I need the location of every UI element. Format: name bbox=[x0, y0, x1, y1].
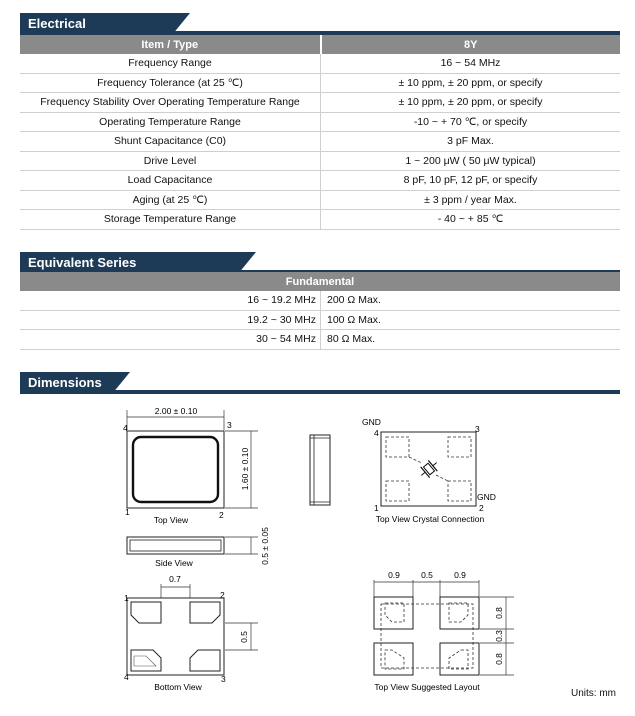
spec-value: ± 10 ppm, ± 20 ppm, or specify bbox=[321, 93, 621, 113]
spec-row bbox=[20, 210, 620, 230]
crystal-pin-1: 1 bbox=[374, 503, 379, 513]
suggested-layout-label: Top View Suggested Layout bbox=[374, 682, 480, 692]
electrical-title: Electrical bbox=[20, 13, 172, 35]
esr-row bbox=[20, 310, 620, 330]
spec-item: Drive Level bbox=[20, 151, 321, 171]
esr-table bbox=[20, 272, 620, 350]
spec-row bbox=[20, 190, 620, 210]
side-view-drawing bbox=[127, 527, 270, 568]
esr-row bbox=[20, 291, 620, 310]
dimensions-section-header bbox=[20, 372, 620, 394]
crystal-connection-label: Top View Crystal Connection bbox=[375, 514, 485, 524]
spec-row bbox=[20, 73, 620, 93]
bottom-view-pin-4: 4 bbox=[124, 672, 129, 682]
spec-item: Frequency Stability Over Operating Temperature Range bbox=[20, 93, 321, 113]
spec-value: ± 3 ppm / year Max. bbox=[321, 190, 621, 210]
spec-row bbox=[20, 54, 620, 73]
spec-row bbox=[20, 171, 620, 191]
units-note: Units: mm bbox=[571, 688, 616, 699]
top-view-label: Top View bbox=[153, 515, 189, 525]
esr-section-header bbox=[20, 252, 620, 274]
spec-value: 8 pF, 10 pF, 12 pF, or specify bbox=[321, 171, 621, 191]
col-type-8y: 8Y bbox=[321, 35, 621, 54]
esr-frequency: 30 ~ 54 MHz bbox=[20, 330, 321, 350]
top-view-pin-2: 2 bbox=[219, 510, 224, 520]
spec-item: Storage Temperature Range bbox=[20, 210, 321, 230]
side-elevation-drawing bbox=[310, 435, 330, 505]
esr-value: 100 Ω Max. bbox=[321, 310, 621, 330]
spec-item: Shunt Capacitance (C0) bbox=[20, 132, 321, 152]
side-view-label: Side View bbox=[155, 558, 193, 568]
crystal-pin-2: 2 bbox=[479, 503, 484, 513]
spec-value: 16 ~ 54 MHz bbox=[321, 54, 621, 73]
crystal-pin-4: 4 bbox=[374, 428, 379, 438]
spec-value: - 40 ~ + 85 ℃ bbox=[321, 210, 621, 230]
top-view-pin-1: 1 bbox=[125, 507, 130, 517]
dimensions-title: Dimensions bbox=[20, 372, 112, 394]
esr-value: 80 Ω Max. bbox=[321, 330, 621, 350]
layout-dim-d2: 0.5 bbox=[421, 570, 433, 580]
col-item-type: Item / Type bbox=[20, 35, 321, 54]
crystal-pin-3: 3 bbox=[475, 424, 480, 434]
electrical-spec-table bbox=[20, 35, 620, 230]
spec-item: Operating Temperature Range bbox=[20, 112, 321, 132]
bottom-view-label: Bottom View bbox=[154, 682, 202, 692]
spec-item: Aging (at 25 ℃) bbox=[20, 190, 321, 210]
top-view-height-dim: 1.60 ± 0.10 bbox=[240, 447, 250, 491]
spec-value: 1 ~ 200 μW ( 50 μW typical) bbox=[321, 151, 621, 171]
layout-dim-v1: 0.8 bbox=[494, 607, 504, 619]
bottom-view-pin-1: 1 bbox=[124, 593, 129, 603]
layout-dim-d1: 0.9 bbox=[388, 570, 400, 580]
crystal-gnd-top: GND bbox=[362, 417, 381, 427]
spec-item: Frequency Range bbox=[20, 54, 321, 73]
suggested-layout-drawing bbox=[374, 570, 514, 692]
top-view-drawing bbox=[123, 406, 258, 525]
top-view-pin-3: 3 bbox=[227, 420, 232, 430]
spec-item: Frequency Tolerance (at 25 ℃) bbox=[20, 73, 321, 93]
layout-dim-d3: 0.9 bbox=[454, 570, 466, 580]
crystal-gnd-bottom: GND bbox=[477, 492, 496, 502]
bottom-view-pad-width-dim: 0.7 bbox=[169, 574, 181, 584]
esr-frequency: 19.2 ~ 30 MHz bbox=[20, 310, 321, 330]
top-view-width-dim: 2.00 ± 0.10 bbox=[154, 406, 198, 416]
bottom-view-drawing bbox=[124, 574, 258, 692]
spec-value: 3 pF Max. bbox=[321, 132, 621, 152]
spec-row bbox=[20, 112, 620, 132]
spec-row bbox=[20, 132, 620, 152]
layout-dim-v2: 0.3 bbox=[494, 630, 504, 642]
esr-row bbox=[20, 330, 620, 350]
bottom-view-pad-height-dim: 0.5 bbox=[239, 631, 249, 643]
layout-dim-v3: 0.8 bbox=[494, 653, 504, 665]
spec-value: ± 10 ppm, ± 20 ppm, or specify bbox=[321, 73, 621, 93]
spec-row bbox=[20, 151, 620, 171]
crystal-connection-drawing bbox=[362, 417, 496, 524]
esr-header-fundamental: Fundamental bbox=[20, 272, 620, 291]
spec-row bbox=[20, 93, 620, 113]
top-view-pin-4: 4 bbox=[123, 423, 128, 433]
side-view-thickness-dim: 0.5 ± 0.05 bbox=[260, 527, 270, 565]
dimension-drawings bbox=[0, 395, 635, 705]
bottom-view-pin-2: 2 bbox=[220, 590, 225, 600]
esr-value: 200 Ω Max. bbox=[321, 291, 621, 310]
spec-value: -10 ~ + 70 ℃, or specify bbox=[321, 112, 621, 132]
esr-title: Equivalent Series bbox=[20, 252, 238, 274]
esr-frequency: 16 ~ 19.2 MHz bbox=[20, 291, 321, 310]
bottom-view-pin-3: 3 bbox=[221, 674, 226, 684]
spec-item: Load Capacitance bbox=[20, 171, 321, 191]
electrical-section-header bbox=[20, 13, 620, 35]
